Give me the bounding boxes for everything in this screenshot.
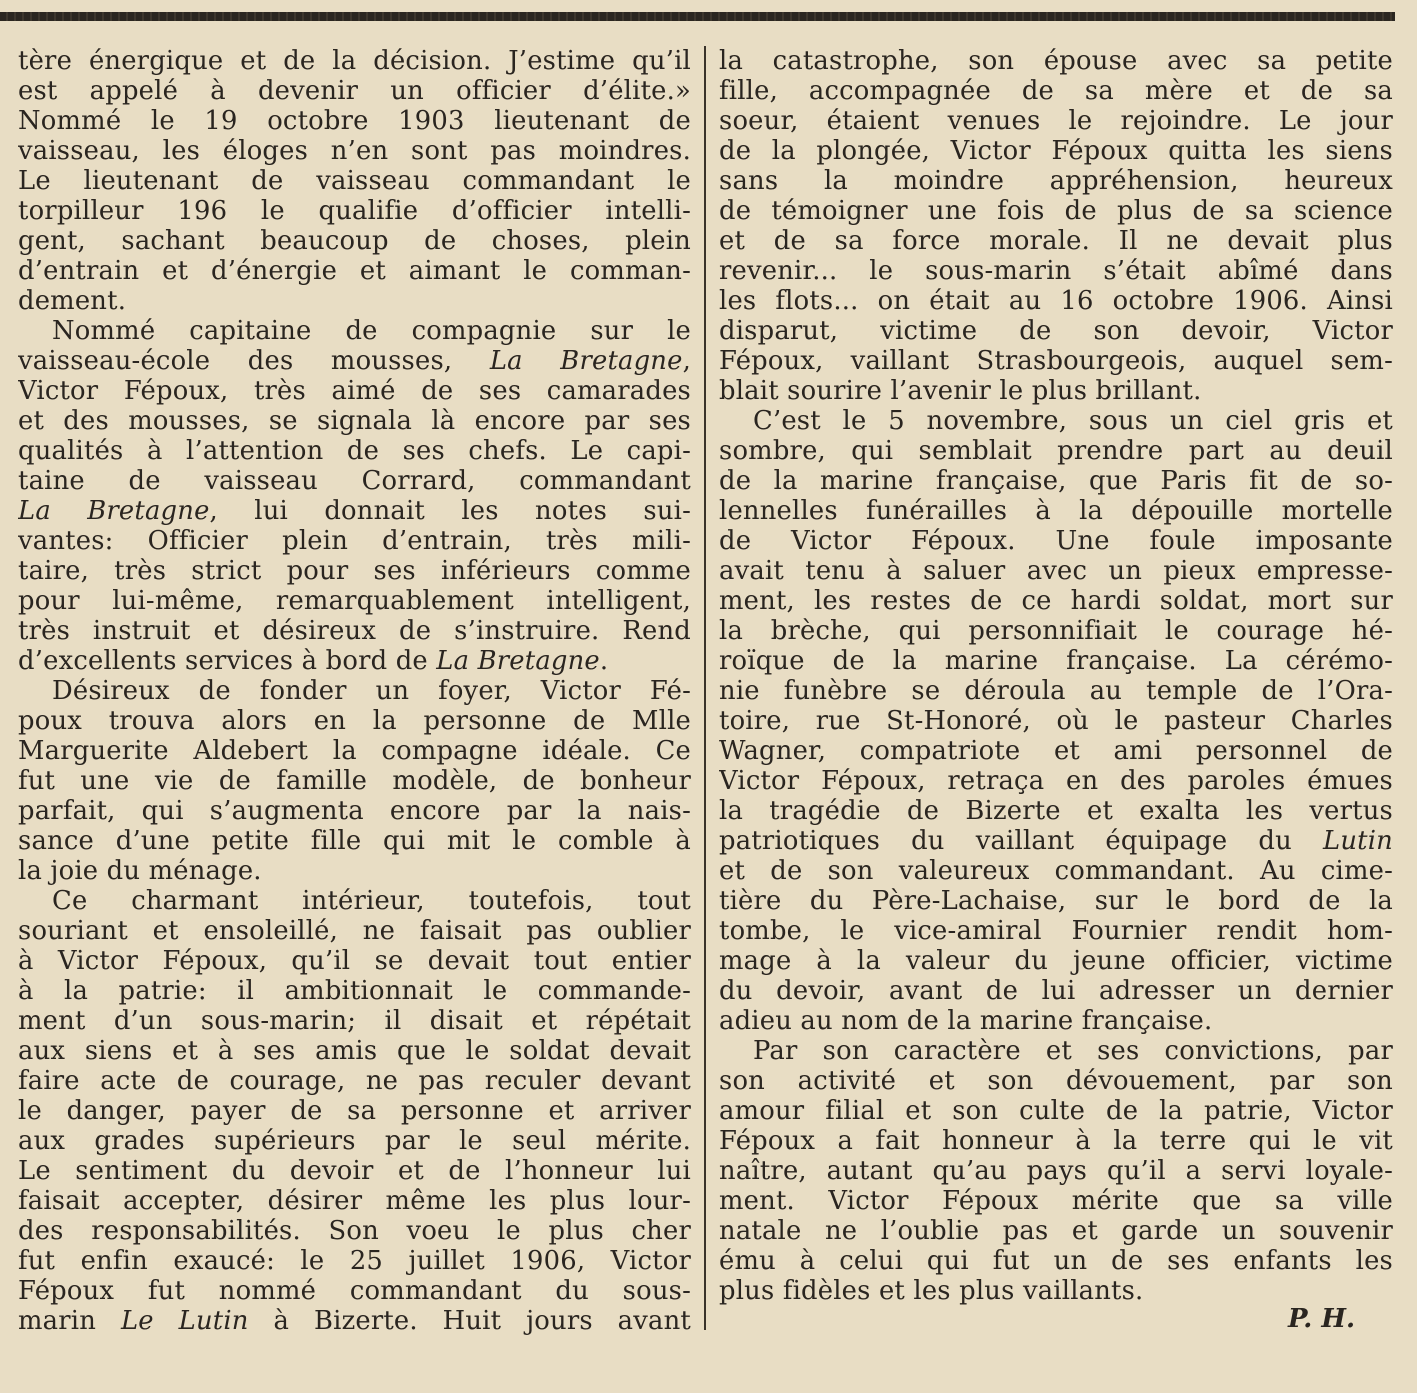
text-line: Victor Fépoux, très aimé de ses camarades	[18, 376, 691, 406]
text-line: qualités à l’attention de ses chefs. Le capi-	[18, 436, 691, 466]
text-line: ému à celui qui fut un de ses enfants les	[719, 1246, 1393, 1276]
text-line: de la marine française, que Paris fit de so-	[719, 466, 1393, 496]
text-line: Nommé capitaine de compagnie sur le	[52, 316, 691, 346]
text-line: adieu au nom de la marine française.	[719, 1006, 1213, 1036]
text-line: la catastrophe, son épouse avec sa petite	[719, 46, 1393, 76]
text-line: sombre, qui semblait prendre part au deuil	[719, 436, 1393, 466]
text-line: toire, rue St-Honoré, où le pasteur Charles	[719, 706, 1393, 736]
text-line: souriant et ensoleillé, ne faisait pas oublier	[18, 916, 691, 946]
text-line: son activité et son dévouement, par son	[719, 1066, 1393, 1096]
text-line: d’excellents services à bord de La Bretagne.	[18, 646, 609, 676]
text-line: aux grades supérieurs par le seul mérite.	[18, 1126, 691, 1156]
text-line: patriotiques du vaillant équipage du Lutin	[719, 826, 1393, 856]
text-line: soeur, étaient venues le rejoindre. Le jour	[719, 106, 1393, 136]
text-line: très instruit et désireux de s’instruire. Rend	[18, 616, 691, 646]
text-line: vaisseau, les éloges n’en sont pas moindres.	[18, 136, 691, 166]
text-line: disparut, victime de son devoir, Victor	[719, 316, 1393, 346]
text-line: le danger, payer de sa personne et arriver	[18, 1096, 691, 1126]
text-line: de la plongée, Victor Fépoux quitta les siens	[719, 136, 1393, 166]
text-line: fille, accompagnée de sa mère et de sa	[719, 76, 1393, 106]
top-rule	[0, 12, 1395, 21]
text-line: ment d’un sous-marin; il disait et répétait	[18, 1006, 691, 1036]
text-line: gent, sachant beaucoup de choses, plein	[18, 226, 691, 256]
text-line: et de sa force morale. Il ne devait plus	[719, 226, 1393, 256]
text-line: dement.	[18, 286, 127, 316]
text-line: Victor Fépoux, retraça en des paroles émues	[719, 766, 1393, 796]
text-line: Marguerite Aldebert la compagne idéale. Ce	[18, 736, 691, 766]
text-line: ment, les restes de ce hardi soldat, mort sur	[719, 586, 1393, 616]
text-line: vaisseau-école des mousses, La Bretagne,	[18, 346, 691, 376]
text-line: Ce charmant intérieur, toutefois, tout	[52, 886, 691, 916]
text-line: ment. Victor Fépoux mérite que sa ville	[719, 1186, 1393, 1216]
column-divider	[704, 46, 706, 1330]
text-line: de Victor Fépoux. Une foule imposante	[719, 526, 1393, 556]
text-line: d’entrain et d’énergie et aimant le comman-	[18, 256, 691, 286]
text-line: revenir... le sous-marin s’était abîmé dans	[719, 256, 1393, 286]
text-line: avait tenu à saluer avec un pieux empresse-	[719, 556, 1393, 586]
text-line: faisait accepter, désirer même les plus lour-	[18, 1186, 691, 1216]
text-line: Fépoux a fait honneur à la terre qui le vit	[719, 1126, 1393, 1156]
text-line: roïque de la marine française. La cérémo-	[719, 646, 1393, 676]
text-line: les flots... on était au 16 octobre 1906. Ainsi	[719, 286, 1393, 316]
text-line: vantes: Officier plein d’entrain, très mili-	[18, 526, 691, 556]
text-line: la joie du ménage.	[18, 856, 262, 886]
text-line: la tragédie de Bizerte et exalta les vertus	[719, 796, 1393, 826]
text-line: Le sentiment du devoir et de l’honneur lui	[18, 1156, 691, 1186]
text-line: tombe, le vice-amiral Fournier rendit hom-	[719, 916, 1393, 946]
text-line: tère énergique et de la décision. J’estime qu’il	[18, 46, 691, 76]
text-line: blait sourire l’avenir le plus brillant.	[719, 376, 1202, 406]
text-line: des responsabilités. Son voeu le plus cher	[18, 1216, 691, 1246]
text-line: taine de vaisseau Corrard, commandant	[18, 466, 691, 496]
text-line: poux trouva alors en la personne de Mlle	[18, 706, 691, 736]
text-line: tière du Père-Lachaise, sur le bord de la	[719, 886, 1393, 916]
text-line: à Victor Fépoux, qu’il se devait tout entier	[18, 946, 691, 976]
text-line: lennelles funérailles à la dépouille mortelle	[719, 496, 1393, 526]
text-line: sans la moindre appréhension, heureux	[719, 166, 1393, 196]
text-line: Fépoux fut nommé commandant du sous-	[18, 1276, 691, 1306]
text-line: naître, autant qu’au pays qu’il a servi loyale-	[719, 1156, 1393, 1186]
text-line: fut enfin exaucé: le 25 juillet 1906, Victor	[18, 1246, 691, 1276]
text-line: taire, très strict pour ses inférieurs comme	[18, 556, 691, 586]
text-line: Wagner, compatriote et ami personnel de	[719, 736, 1393, 766]
text-line: du devoir, avant de lui adresser un dernier	[719, 976, 1393, 1006]
text-line: Par son caractère et ses convictions, par	[753, 1036, 1393, 1066]
text-line: natale ne l’oublie pas et garde un souvenir	[719, 1216, 1393, 1246]
text-line: Nommé le 19 octobre 1903 lieutenant de	[18, 106, 691, 136]
text-line: marin Le Lutin à Bizerte. Huit jours avant	[18, 1306, 691, 1336]
text-line: fut une vie de famille modèle, de bonheur	[18, 766, 691, 796]
text-line: et de son valeureux commandant. Au cime-	[719, 856, 1393, 886]
text-line: C’est le 5 novembre, sous un ciel gris et	[753, 406, 1393, 436]
text-line: Désireux de fonder un foyer, Victor Fé-	[52, 676, 691, 706]
text-line: torpilleur 196 le qualifie d’officier intelli-	[18, 196, 691, 226]
text-line: nie funèbre se déroula au temple de l’Ora-	[719, 676, 1393, 706]
text-line: à la patrie: il ambitionnait le commande-	[18, 976, 691, 1006]
text-line: et des mousses, se signala là encore par ses	[18, 406, 691, 436]
text-line: Fépoux, vaillant Strasbourgeois, auquel sem-	[719, 346, 1393, 376]
text-line: parfait, qui s’augmenta encore par la nais-	[18, 796, 691, 826]
text-line: pour lui-même, remarquablement intelligent,	[18, 586, 691, 616]
text-line: plus fidèles et les plus vaillants.	[719, 1276, 1144, 1306]
text-line: mage à la valeur du jeune officier, victime	[719, 946, 1393, 976]
author-signature: P. H.	[1288, 1304, 1355, 1334]
text-line: aux siens et à ses amis que le soldat devait	[18, 1036, 691, 1066]
text-line: est appelé à devenir un officier d’élite.»	[18, 76, 691, 106]
text-line: Le lieutenant de vaisseau commandant le	[18, 166, 691, 196]
text-line: de témoigner une fois de plus de sa science	[719, 196, 1393, 226]
text-line: La Bretagne, lui donnait les notes sui-	[18, 496, 691, 526]
text-line: sance d’une petite fille qui mit le comble à	[18, 826, 691, 856]
text-line: amour filial et son culte de la patrie, Victor	[719, 1096, 1393, 1126]
left-column	[18, 46, 691, 1336]
right-column	[719, 46, 1393, 1306]
text-line: faire acte de courage, ne pas reculer devant	[18, 1066, 691, 1096]
text-line: la brèche, qui personnifiait le courage hé-	[719, 616, 1393, 646]
